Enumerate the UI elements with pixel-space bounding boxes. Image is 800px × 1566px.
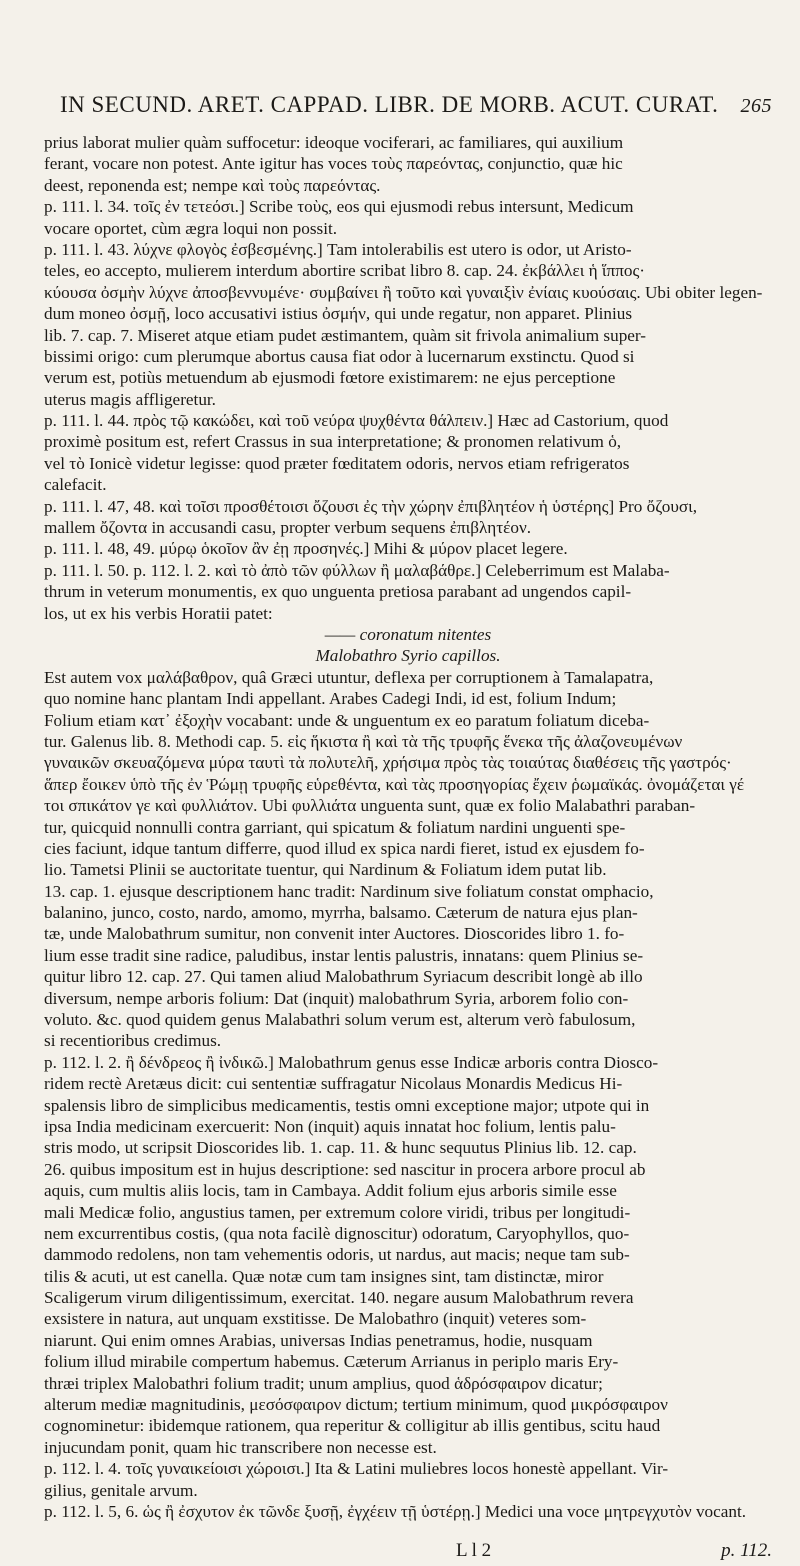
text-line: thræi triplex Malobathri folium tradit; unum amplius, quod ἁδρόσφαιρον dicatur; <box>44 1373 603 1393</box>
text-line: injucundam ponit, quam hic transcribere non necesse est. <box>44 1437 437 1457</box>
text-line: p. 111. l. 43. λύχνε φλογὸς ἐσβεσμένης.] Tam intolerabilis est utero is odor, ut Aristo- <box>44 239 632 259</box>
text-line: quo nomine hanc plantam Indi appellant. Arabes Cadegi Indi, id est, folium Indum; <box>44 689 617 709</box>
text-line: Est autem vox μαλάβαθρον, quâ Græci utuntur, deflexa per corruptionem à Tamalapatra, <box>44 667 654 687</box>
text-line: κύουσα ὀσμὴν λύχνε ἀποσβεννυμένε· συμβαίνει ἢ τοῦτο καὶ γυναιξὶν ἐνίαις κυούσαις. Ubi obiter legen- <box>44 282 763 302</box>
text-line: uterus magis affligeretur. <box>44 389 216 409</box>
text-line: ἅπερ ἔοικεν ὑπὸ τῆς ἐν Ῥώμῃ τρυφῆς εὑρεθέντα, καὶ τὰς προσηγορίας ἔχειν ῥωμαϊκάς. ὀνομάζεται γέ <box>44 774 745 794</box>
text-line: 26. quibus impositum est in hujus descriptione: sed nascitur in procera arbore procul ab <box>44 1159 646 1179</box>
text-line: tæ, unde Malobathrum sumitur, non convenit inter Auctores. Dioscorides libro 1. fo- <box>44 924 625 944</box>
text-line: dum moneo ὀσμῇ, loco accusativi istius ὀσμήν, qui unde regatur, non apparet. Plinius <box>44 304 633 324</box>
text-line: voluto. &c. quod quidem genus Malabathri solum verum est, alterum verò fabulosum, <box>44 1010 636 1030</box>
text-line: p. 111. l. 50. p. 112. l. 2. καὶ τὸ ἀπὸ τῶν φύλλων ἢ μαλαβάθρε.] Celeberrimum est Malaba- <box>44 560 670 580</box>
text-line: γυναικῶν σκευαζόμενα μύρα ταυτὶ τὰ πολυτελῆ, χρήσιμα πρὸς τὰς τοιαύτας διαθέσεις τῆς γαστρός· <box>44 753 732 773</box>
text-line: prius laborat mulier quàm suffocetur: ideoque vociferari, ac familiares, qui auxilium <box>44 133 624 152</box>
text-line: p. 111. l. 44. πρὸς τῷ κακώδει, καὶ τοῦ νεύρα ψυχθέντα θάλπειν.] Hæc ad Castorium, quod <box>44 411 669 431</box>
text-line: teles, eo accepto, mulierem interdum abortire scribat libro 8. cap. 24. ἐκβάλλει ἡ ἵππος· <box>44 261 646 281</box>
text-line: tilis & acuti, ut est canella. Quæ notæ cum tam insignes sint, tam distinctæ, miror <box>44 1266 604 1286</box>
text-line: deest, reponenda est; nempe καὶ τοὺς παρεόντας. <box>44 175 381 195</box>
text-line: los, ut ex his verbis Horatii patet: <box>44 603 273 623</box>
text-line: tur, quicquid nonnulli contra garriant, qui spicatum & foliatum nardini unguenti spe- <box>44 817 626 837</box>
text-line: bissimi origo: cum plerumque abortus causa fiat odor à lucernarum exstinctu. Quod si <box>44 346 635 366</box>
text-line: lium esse tradit sine radice, paludibus, instar lentis palustris, innatans: quem Plinius se- <box>44 945 644 965</box>
text-line: dammodo redolens, non tam vehementis odoris, ut nardus, aut macis; neque tam sub- <box>44 1245 630 1265</box>
catchword: p. 112. <box>721 1540 772 1561</box>
text-line: gilius, genitale arvum. <box>44 1480 198 1500</box>
text-line: si recentioribus credimus. <box>44 1031 222 1051</box>
text-line: tur. Galenus lib. 8. Methodi cap. 5. εἰς ἥκιστα ἢ καὶ τὰ τῆς τρυφῆς ἕνεκα τῆς ἀλαζονευμένων <box>44 731 683 751</box>
page-footer <box>44 1540 772 1562</box>
text-line: Malobathro Syrio capillos. <box>315 646 501 666</box>
text-line: lio. Tametsi Plinii se auctoritate tuentur, qui Nardinum & Foliatum idem putat lib. <box>44 860 607 880</box>
text-line: calefacit. <box>44 475 107 495</box>
text-line: p. 112. l. 2. ἢ δένδρεος ἢ ἰνδικῶ.] Malobathrum genus esse Indicæ arboris contra Diosco- <box>44 1052 659 1072</box>
text-line: cognominetur: ibidemque rationem, qua reperitur & colligitur ab illis gentibus, scitu haud <box>44 1416 661 1436</box>
text-line: aquis, cum multis aliis locis, tam in Cambaya. Addit folium ejus arboris simile esse <box>44 1181 617 1201</box>
text-line: alterum mediæ magnitudinis, μεσόσφαιρον dictum; tertium minimum, quod μικρόσφαιρον <box>44 1395 668 1415</box>
text-line: balanino, junco, costo, nardo, amomo, myrrha, balsamo. Cæterum de natura ejus plan- <box>44 903 638 923</box>
text-line: mali Medicæ folio, angustius tamen, per extremum colore viridi, tribus per longitudi- <box>44 1202 631 1222</box>
text-line: vel τὸ Ionicè videtur legisse: quod præter fœditatem odoris, nervos etiam refrigeratos <box>44 453 630 473</box>
running-header <box>60 92 772 118</box>
text-line: proximè positum est, refert Crassus in sua interpretatione; & pronomen relativum ὁ, <box>44 432 622 452</box>
text-line: spalensis libro de simplicibus medicamentis, testis omni exceptione major; utpote qui in <box>44 1095 650 1115</box>
page-number: 265 <box>740 95 772 117</box>
text-line: p. 111. l. 48, 49. μύρῳ ὁκοῖον ἂν ἐῃ προσηνές.] Mihi & μύρον placet legere. <box>44 539 568 559</box>
signature-mark: L l 2 <box>455 1540 492 1561</box>
text-line: cies faciunt, idque tantum differre, quod illud ex spica nardi fieret, istud ex ejusdem fo- <box>44 838 645 858</box>
text-line: thrum in veterum monumentis, ex quo unguenta pretiosa parabant ad ungendos capil- <box>44 582 632 602</box>
text-line: 13. cap. 1. ejusque descriptionem hanc tradit: Nardinum sive foliatum constat omphacio, <box>44 881 654 901</box>
text-line: lib. 7. cap. 7. Miseret atque etiam pudet æstimantem, quàm sit frivola animalium super- <box>44 325 647 345</box>
text-line: τοι σπικάτον γε καὶ φυλλιάτον. Ubi φυλλιάτα unguenta sunt, quæ ex folio Malabathri paraban- <box>44 796 696 816</box>
text-line: Scaligerum virum diligentissimum, exercitat. 140. negare ausum Malobathrum revera <box>44 1288 634 1308</box>
text-line: ridem rectè Aretæus dicit: cui sententiæ suffragatur Nicolaus Monardis Medicus Hi- <box>44 1074 623 1094</box>
text-line: p. 111. l. 47, 48. καὶ τοῖσι προσθέτοισι ὄζουσι ἐς τὴν χώρην ἐπιβλητέον ἡ ὑστέρης] Pro ὄζουσι, <box>44 496 698 516</box>
text-line: p. 111. l. 34. τοῖς ἐν τετεόσι.] Scribe τοὺς, eos qui ejusmodi rebus intersunt, Medicum <box>44 197 634 217</box>
body-text <box>44 132 772 1522</box>
text-line: diversum, nempe arboris folium: Dat (inquit) malobathrum Syria, arborem folio con- <box>44 988 629 1008</box>
text-line: mallem ὄζοντα in accusandi casu, propter verbum sequens ἐπιβλητέον. <box>44 518 532 538</box>
header-title: IN SECUND. ARET. CAPPAD. LIBR. DE MORB. ACUT. CURAT. <box>60 92 719 117</box>
text-line: exsistere in natura, aut unquam exstitisse. De Malobathro (inquit) veteres som- <box>44 1309 587 1329</box>
text-line: stris modo, ut scripsit Dioscorides lib. 1. cap. 11. & hunc sequutus Plinius lib. 12. cap. <box>44 1138 637 1158</box>
text-line: verum est, potiùs metuendum ab ejusmodi fœtore existimarem: ne ejus perceptione <box>44 368 616 388</box>
text-line: quitur libro 12. cap. 27. Qui tamen aliud Malobathrum Syriacum describit longè ab illo <box>44 967 643 987</box>
text-line: nem excurrentibus costis, (qua nota facilè dignoscitur) odoratum, Caryophyllos, quo- <box>44 1223 630 1243</box>
text-line: p. 112. l. 5, 6. ὡς ἢ ἐσχυτον ἐκ τῶνδε ξυσῇ, ἐγχέειν τῇ ὑστέρῃ.] Medici una voce μητρεγχυτὸν vocant. <box>44 1502 747 1521</box>
text-line: niarunt. Qui enim omnes Arabias, universas Indias penetramus, hodie, nusquam <box>44 1330 593 1350</box>
text-line: —— coronatum nitentes <box>324 624 492 644</box>
text-line: vocare oportet, cùm ægra loqui non possit. <box>44 218 338 238</box>
text-line: ipsa India medicinam exercuerit: Non (inquit) aquis innatat hoc folium, lentis palu- <box>44 1116 616 1136</box>
text-line: folium illud mirabile compertum habemus. Cæterum Arrianus in periplo maris Ery- <box>44 1352 619 1372</box>
text-line: ferant, vocare non potest. Ante igitur has voces τοὺς παρεόντας, conjunctio, quæ hic <box>44 154 623 174</box>
text-line: p. 112. l. 4. τοῖς γυναικείοισι χώροισι.] Ita & Latini muliebres locos honestè appellant. Vir- <box>44 1459 669 1479</box>
text-line: Folium etiam κατ᾽ ἐξοχὴν vocabant: unde & unguentum ex eo paratum foliatum diceba- <box>44 710 650 730</box>
